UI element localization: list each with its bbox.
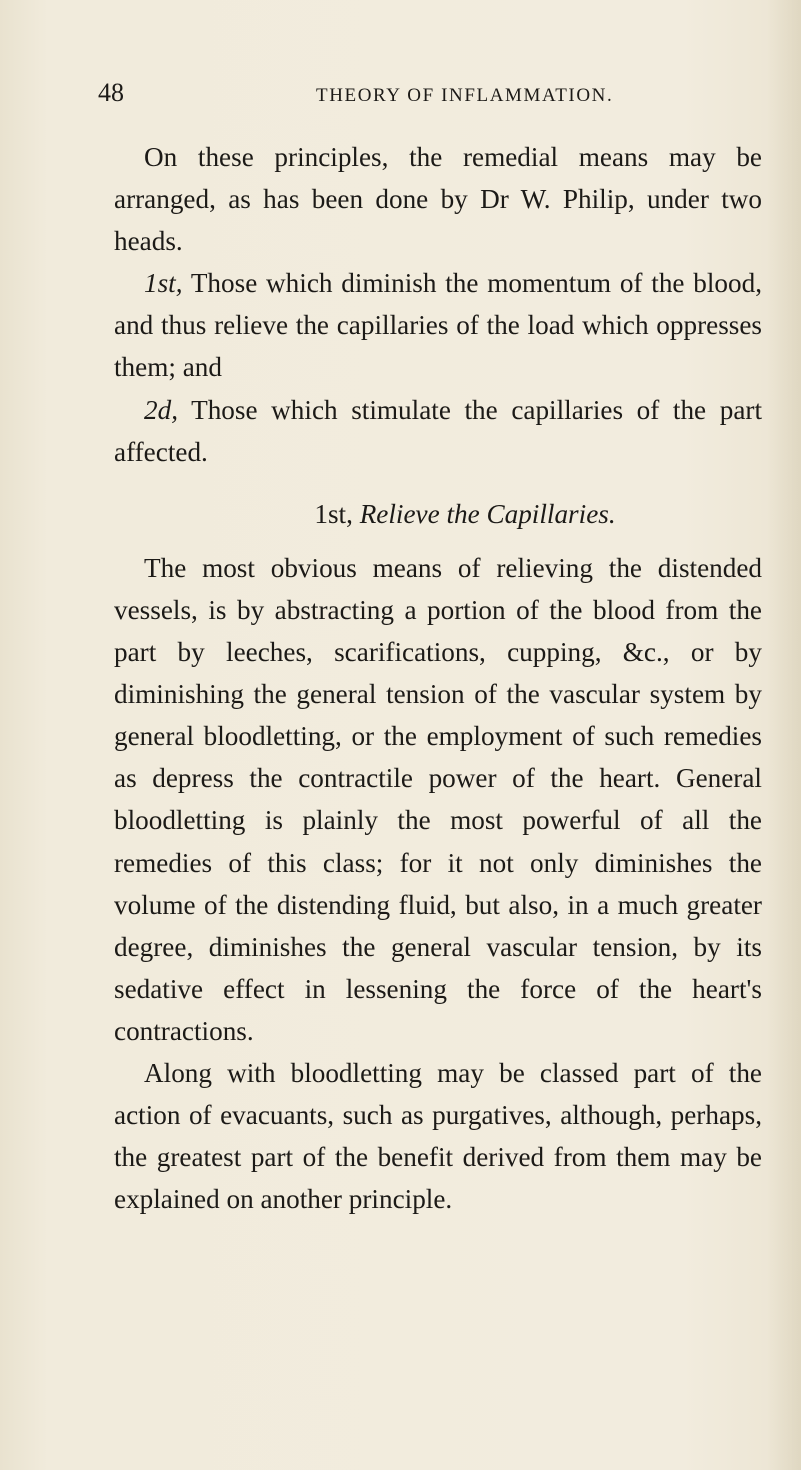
list-item-first: [114, 262, 762, 388]
running-title: THEORY OF INFLAMMATION.: [316, 85, 614, 106]
list-marker-second: 2d,: [144, 394, 178, 425]
list-text-first: Those which diminish the momentum of the blood, and thus relieve the capillaries of the load which oppresses them; and: [114, 268, 762, 383]
list-text-second: Those which stimulate the capillaries of the part affected.: [114, 394, 762, 467]
list-marker-first: 1st,: [144, 268, 183, 299]
paragraph-evacuants: Along with bloodletting may be classed part of the action of evacuants, such as purgatives, although, perhaps, the greatest part of the benefit derived from them may be explained on another principle.: [114, 1057, 762, 1215]
section-heading: [114, 493, 762, 535]
section-number: 1st,: [314, 498, 353, 529]
paragraph-intro: On these principles, the remedial means may be arranged, as has been done by Dr W. Philip, under two heads.: [114, 142, 762, 257]
section-title: Relieve the Capillaries.: [359, 498, 616, 529]
page-header: [98, 78, 738, 118]
paragraph-bloodletting: The most obvious means of relieving the distended vessels, is by abstracting a portion of the blood from the part by leeches, scarifications, cupping, &c., or by diminishing the general tension of the vascular system by general bloodletting, or the employment of such remedies as depress the contractile power of the heart. General bloodletting is plainly the most powerful of all the remedies of this class; for it not only diminishes the volume of the distending fluid, but also, in a much greater degree, diminishes the general vascular tension, by its sedative effect in lessening the force of the heart's contractions.: [114, 552, 762, 1046]
list-item-second: [114, 389, 762, 473]
page-edge-shadow: [767, 0, 801, 1470]
page-body: [114, 136, 762, 1220]
page-number: 48: [98, 78, 124, 107]
